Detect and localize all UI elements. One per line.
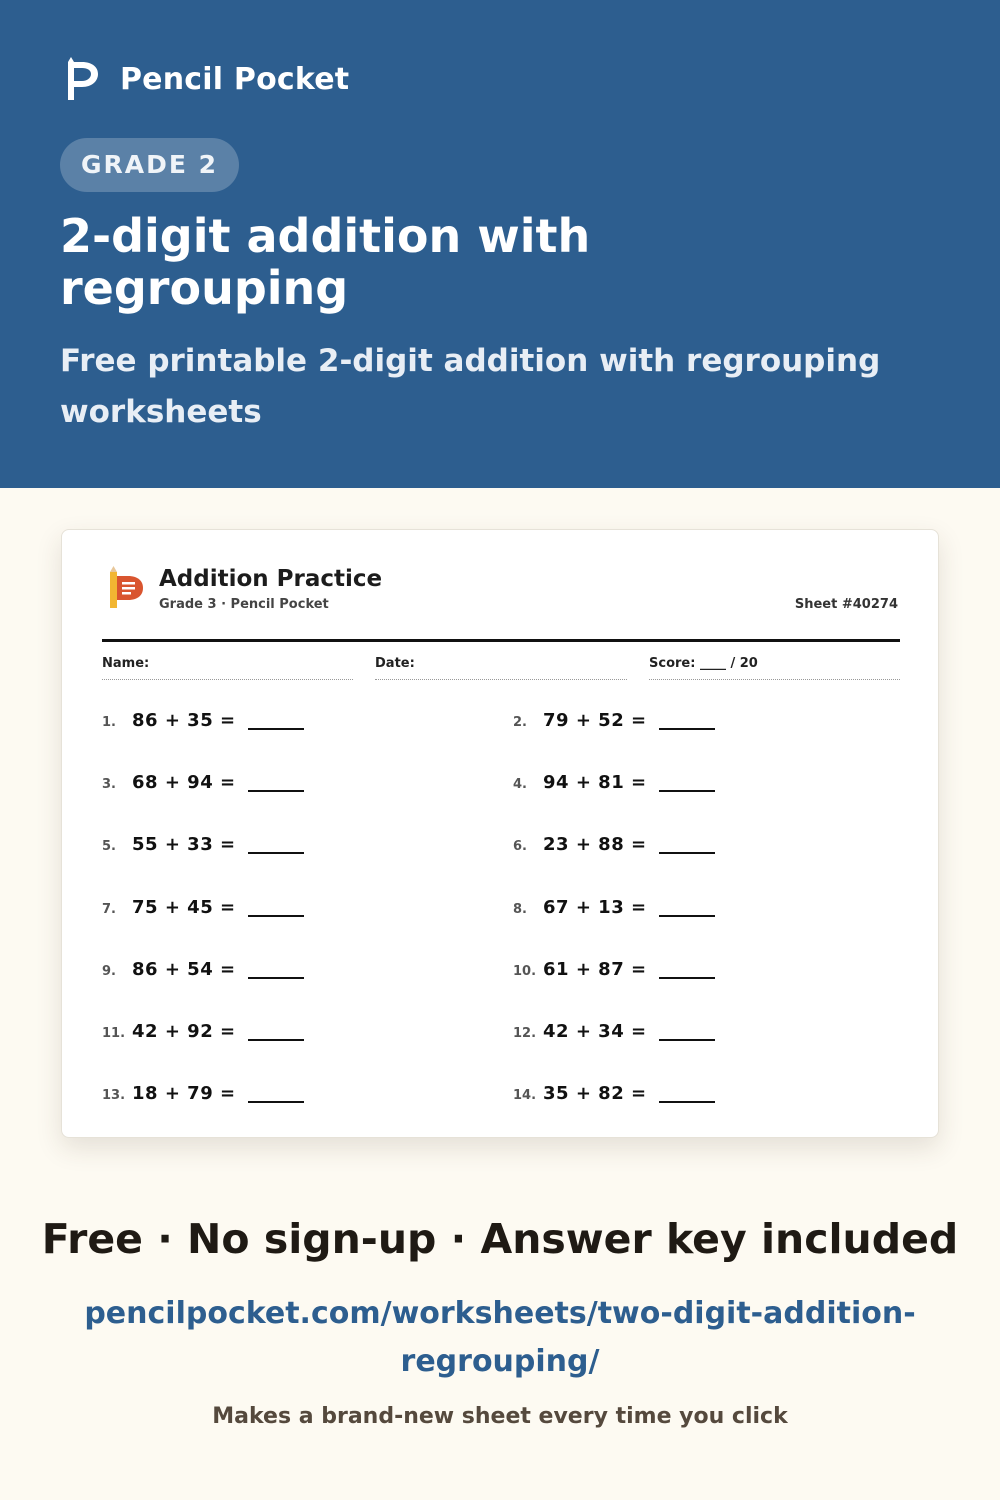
problem-item [513, 951, 715, 991]
worksheet-preview [61, 529, 939, 1138]
problem-item [102, 1013, 304, 1053]
problem-number: 3. [102, 777, 116, 793]
answer-blank [659, 893, 715, 917]
page-title: 2-digit addition with regrouping [60, 209, 591, 315]
problem-item [102, 951, 304, 991]
answer-blank [659, 830, 715, 854]
problem-number: 13. [102, 1088, 126, 1104]
score-field: Score: ____ / 20 [649, 656, 900, 680]
answer-blank [659, 768, 715, 792]
problem-item [513, 826, 715, 866]
grade-badge: GRADE 2 [60, 138, 239, 192]
answer-blank [248, 1079, 304, 1103]
problem-expression: 86 + 54 = [132, 958, 236, 980]
name-field: Name: [102, 656, 353, 680]
problem-expression: 94 + 81 = [543, 772, 647, 794]
problem-item [102, 764, 304, 804]
worksheet-url-link[interactable]: pencilpocket.com/worksheets/two-digit-addition-regrouping/ [84, 1296, 916, 1379]
problem-expression: 75 + 45 = [132, 896, 236, 918]
problem-item [102, 826, 304, 866]
problem-number: 12. [513, 1026, 537, 1041]
answer-blank [659, 706, 715, 730]
problem-expression: 67 + 13 = [543, 896, 647, 918]
problem-expression: 42 + 92 = [132, 1021, 236, 1042]
tagline: Free · No sign-up · Answer key included [41, 1215, 959, 1263]
problem-expression: 23 + 88 = [543, 834, 647, 856]
answer-blank [248, 893, 304, 917]
worksheet-logo-icon [108, 566, 144, 610]
problem-number: 4. [513, 777, 527, 793]
problem-expression: 68 + 94 = [132, 772, 236, 794]
problem-expression: 35 + 82 = [543, 1083, 647, 1105]
answer-blank [248, 768, 304, 792]
problem-number: 7. [102, 901, 116, 917]
problem-item [513, 764, 715, 804]
worksheet-meta: Grade 3 · Pencil Pocket [159, 597, 329, 612]
answer-blank [248, 1017, 304, 1041]
problem-number: 14. [513, 1088, 537, 1104]
hero-banner [0, 0, 1000, 488]
answer-blank [659, 955, 715, 979]
answer-blank [659, 1079, 715, 1103]
worksheet-divider [102, 639, 900, 642]
worksheet-sheet-id: Sheet #40274 [794, 597, 898, 612]
problem-number: 5. [102, 839, 116, 855]
pencil-pocket-logo-icon [64, 56, 102, 102]
problem-number: 2. [513, 715, 527, 730]
problem-expression: 86 + 35 = [132, 710, 236, 731]
problem-number: 11. [102, 1026, 126, 1041]
problem-expression: 42 + 34 = [543, 1021, 647, 1042]
problem-number: 10. [513, 963, 537, 979]
problem-number: 1. [102, 715, 116, 730]
problem-number: 8. [513, 901, 527, 917]
problem-expression: 55 + 33 = [132, 834, 236, 856]
problem-number: 9. [102, 963, 116, 979]
footer-note: Makes a brand-new sheet every time you click [212, 1404, 788, 1429]
date-field: Date: [375, 656, 627, 680]
problem-item [513, 1013, 715, 1053]
answer-blank [248, 955, 304, 979]
problem-expression: 79 + 52 = [543, 710, 647, 731]
problem-item [102, 889, 304, 929]
problem-expression: 18 + 79 = [132, 1083, 236, 1105]
answer-blank [248, 706, 304, 730]
brand-name: Pencil Pocket [120, 61, 350, 97]
problem-item [513, 702, 715, 742]
brand-link[interactable] [64, 56, 349, 102]
problem-number: 6. [513, 839, 527, 855]
problem-item [102, 702, 304, 742]
answer-blank [248, 830, 304, 854]
problem-expression: 61 + 87 = [543, 958, 647, 980]
answer-blank [659, 1017, 715, 1041]
worksheet-title: Addition Practice [159, 566, 383, 592]
page-subtitle: Free printable 2-digit addition with regrouping worksheets [60, 343, 881, 430]
problem-item [513, 1075, 715, 1115]
problem-item [513, 889, 715, 929]
problem-item [102, 1075, 304, 1115]
